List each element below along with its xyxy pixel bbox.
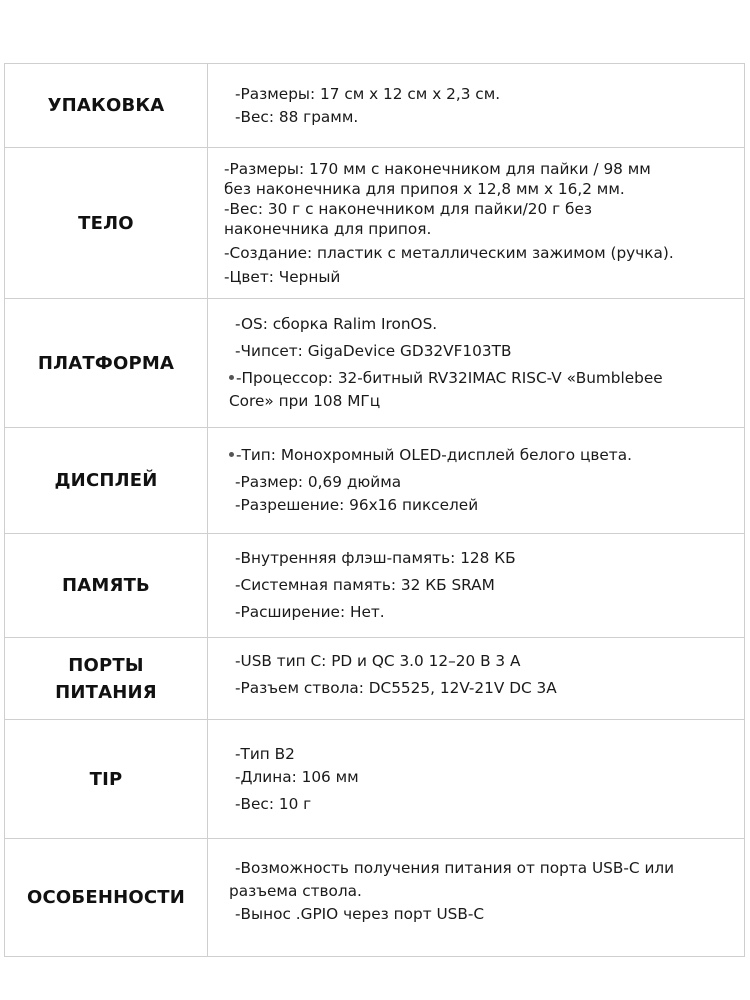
spec-line: -Вес: 30 г с наконечником для пайки/20 г без [224, 200, 592, 218]
spec-row-platform [5, 299, 745, 428]
spec-line: Core» при 108 МГц [229, 392, 381, 410]
spec-line: разъема ствола. [229, 882, 362, 900]
row-label [5, 720, 208, 839]
spec-line: -Возможность получения питания от порта USB-C или [235, 859, 675, 877]
row-label-text: ПОРТЫ [68, 654, 144, 676]
row-label [5, 299, 208, 428]
row-label-text: ДИСПЛЕЙ [54, 470, 158, 491]
spec-line: -Внутренняя флэш-память: 128 КБ [235, 549, 516, 567]
spec-line-text: -Тип: Монохромный OLED-дисплей белого цвета. [236, 446, 632, 464]
spec-line: -Размеры: 17 см х 12 см х 2,3 см. [235, 84, 501, 103]
spec-line: -Создание: пластик с металлическим зажимом (ручка). [224, 244, 674, 262]
spec-line: -Вес: 10 г [235, 794, 312, 813]
spec-line: без наконечника для припоя х 12,8 мм х 16,2 мм. [224, 180, 625, 198]
row-label [5, 638, 208, 720]
row-label-text: ПЛАТФОРМА [37, 352, 175, 374]
row-value [208, 638, 745, 720]
spec-table [4, 63, 745, 957]
spec-line: -Тип B2 [235, 744, 295, 763]
row-label [5, 64, 208, 148]
spec-line-text: -Процессор: 32-битный RV32IMAC RISC-V «Bumblebee [236, 369, 663, 387]
row-label [5, 534, 208, 638]
spec-line: -Размер: 0,69 дюйма [235, 473, 402, 491]
spec-line: -Расширение: Нет. [235, 603, 385, 621]
bullet-icon [229, 452, 234, 457]
spec-line: -OS: сборка Ralim IronOS. [235, 315, 438, 333]
spec-row-tip [5, 720, 745, 839]
bullet-icon [229, 375, 234, 380]
row-value [208, 299, 745, 428]
spec-line: -Системная память: 32 КБ SRAM [235, 576, 495, 594]
spec-line: -Длина: 106 мм [235, 767, 359, 786]
row-label [5, 839, 208, 957]
row-label-text: ПИТАНИЯ [55, 681, 157, 703]
row-label-text: TIP [89, 768, 123, 790]
spec-row-packaging [5, 64, 745, 148]
row-value [208, 720, 745, 839]
row-value [208, 534, 745, 638]
spec-line: -Цвет: Черный [224, 268, 341, 286]
row-label-text: ПАМЯТЬ [62, 575, 150, 596]
spec-row-body [5, 148, 745, 299]
spec-line: -Размеры: 170 мм с наконечником для пайки / 98 мм [224, 160, 651, 178]
row-value [208, 839, 745, 957]
spec-line: -Вес: 88 грамм. [235, 107, 359, 126]
spec-line: -USB тип C: PD и QC 3.0 12–20 В 3 А [235, 652, 521, 670]
spec-row-features [5, 839, 745, 957]
spec-line: -Вынос .GPIO через порт USB-C [235, 905, 485, 923]
row-label [5, 148, 208, 299]
row-label-text: ОСОБЕННОСТИ [26, 887, 185, 908]
row-label-text: УПАКОВКА [47, 95, 165, 116]
spec-row-memory [5, 534, 745, 638]
spec-line: -Разъем ствола: DC5525, 12V-21V DC 3A [235, 679, 557, 697]
row-label-text: ТЕЛО [78, 212, 134, 234]
row-label [5, 428, 208, 534]
row-value [208, 428, 745, 534]
row-value [208, 64, 745, 148]
spec-row-display [5, 428, 745, 534]
spec-line: -Разрешение: 96x16 пикселей [235, 496, 479, 514]
spec-line [229, 367, 734, 390]
spec-line: наконечника для припоя. [224, 220, 432, 238]
spec-row-power-ports [5, 638, 745, 720]
spec-line [229, 444, 734, 467]
row-value [208, 148, 745, 299]
spec-line: -Чипсет: GigaDevice GD32VF103TB [235, 342, 512, 360]
